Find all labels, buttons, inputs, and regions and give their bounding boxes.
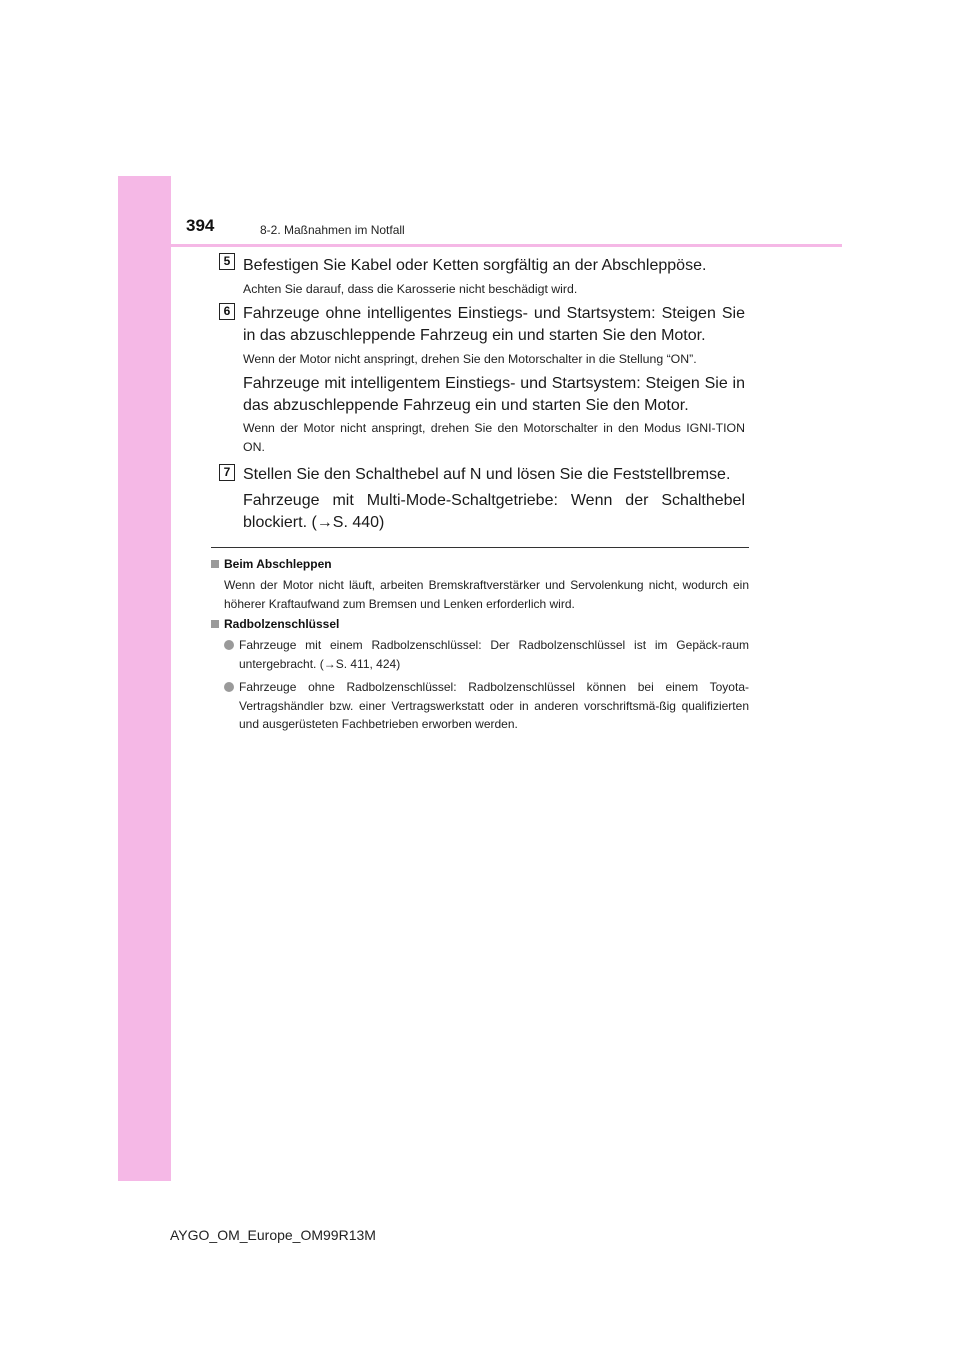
sidebar-tab bbox=[118, 176, 171, 1181]
step-6-note: Wenn der Motor nicht anspringt, drehen Sie den Motorschalter in die Stellung “ON”. bbox=[243, 352, 697, 366]
step-7-text-2: Fahrzeuge mit Multi-Mode-Schaltgetriebe: Wenn der Schalthebel blockiert. (→S. 440) bbox=[243, 492, 745, 531]
section-divider bbox=[211, 547, 749, 548]
list-item: Fahrzeuge ohne Radbolzenschlüssel: Radbolzenschlüssel können bei einem Toyota-Vertragshändler bzw. einer Vertragswerkstatt oder in anderen vorschriftsmä-ßig qualifizierten und ausgerüsteten Fachbetrieben erworben werden. bbox=[224, 678, 749, 734]
step-badge-5: 5 bbox=[219, 253, 235, 270]
circle-bullet-icon bbox=[224, 640, 234, 650]
page-number: 394 bbox=[186, 216, 215, 235]
note-title-wheel-nut-wrench: Radbolzenschlüssel bbox=[211, 617, 339, 631]
step-badge-7: 7 bbox=[219, 464, 235, 481]
step-6-text: Fahrzeuge ohne intelligentes Einstiegs- und Startsystem: Steigen Sie in das abzuschleppende Fahrzeug ein und starten Sie den Motor. bbox=[243, 305, 745, 344]
header-rule bbox=[118, 244, 842, 247]
note-text-towing: Wenn der Motor nicht läuft, arbeiten Bremskraftverstärker und Servolenkung nicht, wodurch ein höherer Kraftaufwand zum Bremsen und Lenken erforderlich wird. bbox=[224, 578, 749, 611]
step-5-text: Befestigen Sie Kabel oder Ketten sorgfältig an der Abschleppöse. bbox=[243, 257, 707, 274]
circle-bullet-icon bbox=[224, 682, 234, 692]
footer-doc-id: AYGO_OM_Europe_OM99R13M bbox=[170, 1227, 376, 1243]
step-6-note-2: Wenn der Motor nicht anspringt, drehen Sie den Motorschalter in den Modus IGNI-TION ON. bbox=[243, 421, 745, 454]
step-5-note: Achten Sie darauf, dass die Karosserie nicht beschädigt wird. bbox=[243, 282, 578, 296]
section-title: 8-2. Maßnahmen im Notfall bbox=[260, 223, 405, 237]
step-7-text: Stellen Sie den Schalthebel auf N und lösen Sie die Feststellbremse. bbox=[243, 466, 731, 483]
step-badge-6: 6 bbox=[219, 303, 235, 320]
note-title-towing: Beim Abschleppen bbox=[211, 557, 332, 571]
list-item: Fahrzeuge mit einem Radbolzenschlüssel: Der Radbolzenschlüssel ist im Gepäck-raum untergebracht. (→S. 411, 424) bbox=[224, 636, 749, 673]
square-bullet-icon bbox=[211, 620, 219, 628]
step-6-text-2: Fahrzeuge mit intelligentem Einstiegs- und Startsystem: Steigen Sie in das abzuschleppende Fahrzeug ein und starten Sie den Motor. bbox=[243, 375, 745, 414]
square-bullet-icon bbox=[211, 560, 219, 568]
